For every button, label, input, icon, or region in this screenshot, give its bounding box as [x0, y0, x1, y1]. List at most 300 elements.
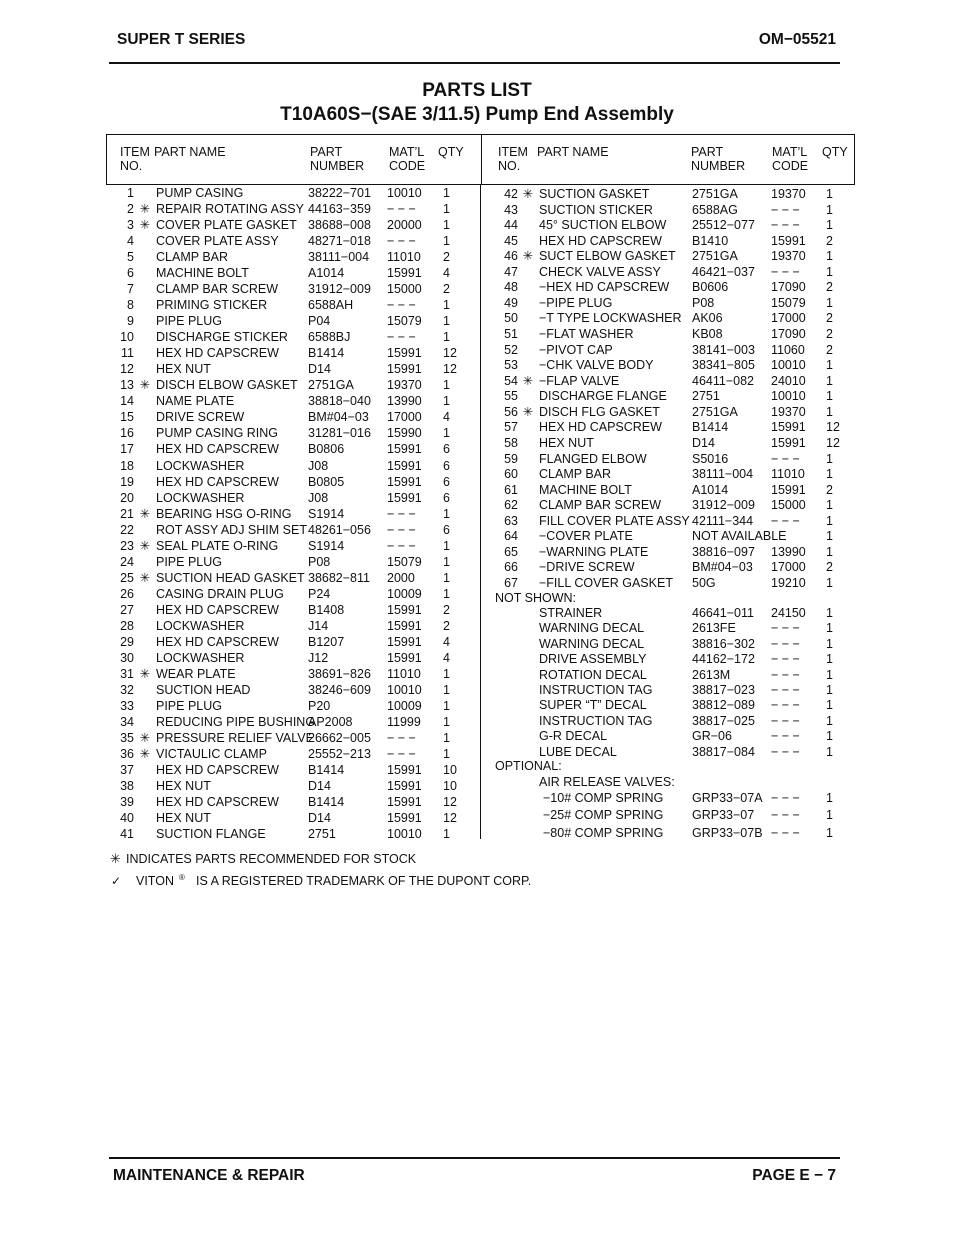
quantity: 1	[826, 744, 833, 759]
col-name-left: PART NAME	[154, 145, 226, 159]
part-name: CLAMP BAR	[156, 250, 229, 265]
part-name: BEARING HSG O-RING	[156, 506, 292, 521]
material-code: 10010	[387, 827, 422, 842]
part-name: HEX HD CAPSCREW	[156, 346, 279, 361]
quantity: 1	[826, 451, 833, 466]
part-number: 38682−811	[308, 570, 370, 585]
part-number: 2751GA	[692, 404, 738, 419]
quantity: 1	[826, 529, 833, 544]
part-number: 31281−016	[308, 426, 371, 441]
part-number: 2751	[308, 827, 336, 842]
part-name: HEX HD CAPSCREW	[156, 763, 279, 778]
part-number: P08	[692, 295, 715, 310]
item-number: 18	[120, 458, 134, 473]
material-code: 19370	[771, 249, 806, 264]
material-code: 15991	[387, 795, 422, 810]
material-code: 17000	[771, 311, 806, 326]
part-name: CLAMP BAR SCREW	[539, 498, 662, 513]
item-number: 19	[120, 474, 134, 489]
part-number: 38691−826	[308, 666, 371, 681]
part-name: HEX HD CAPSCREW	[156, 602, 279, 617]
item-number: 23	[120, 538, 134, 553]
part-name: CASING DRAIN PLUG	[156, 586, 284, 601]
material-code: 19370	[387, 378, 422, 393]
table-row	[0, 482, 954, 498]
material-code: 13990	[387, 394, 422, 409]
col-mat-left: MAT’L CODE	[389, 145, 426, 173]
item-number: 9	[127, 314, 134, 329]
material-code: 15079	[387, 314, 422, 329]
material-code: − − −	[771, 791, 800, 805]
table-row	[0, 435, 954, 451]
item-number: 44	[504, 218, 518, 233]
part-number: GRP33−07	[692, 808, 755, 823]
item-number: 67	[504, 576, 518, 590]
item-number: 12	[120, 362, 134, 377]
item-number: 64	[504, 529, 518, 544]
quantity: 1	[443, 394, 450, 409]
part-number: S1914	[308, 538, 345, 553]
material-code: − − −	[771, 808, 800, 823]
part-name: FLANGED ELBOW	[539, 451, 647, 466]
part-number: 38816−302	[692, 636, 755, 651]
quantity: 2	[826, 280, 833, 295]
item-number: 65	[504, 544, 518, 559]
part-number: 38688−008	[308, 218, 371, 233]
part-number: S1914	[308, 506, 345, 521]
item-number: 66	[504, 560, 518, 575]
quantity: 1	[443, 682, 450, 697]
table-row	[0, 697, 954, 713]
part-name: ROT ASSY ADJ SHIM SET	[156, 522, 307, 537]
table-row	[0, 233, 954, 249]
quantity: 1	[826, 389, 833, 404]
item-number: 25	[120, 570, 134, 585]
item-number: 60	[504, 467, 518, 482]
part-name: DISCH FLG GASKET	[539, 404, 660, 419]
material-code: 15991	[387, 490, 422, 505]
table-row	[0, 326, 954, 342]
item-number: 20	[120, 490, 134, 505]
part-number: 38817−023	[692, 683, 755, 697]
quantity: 1	[826, 683, 833, 697]
quantity: 1	[826, 698, 833, 713]
part-number: 2751GA	[692, 187, 738, 201]
stock-asterisk-icon: ✳	[522, 404, 534, 419]
table-row	[0, 575, 954, 591]
material-code: 15991	[387, 811, 422, 826]
quantity: 1	[826, 249, 833, 264]
material-code: − − −	[771, 202, 800, 217]
material-code: 15991	[387, 779, 422, 794]
material-code: − − −	[771, 513, 800, 528]
part-name: −FILL COVER GASKET	[539, 576, 673, 590]
item-number: 49	[504, 295, 518, 310]
material-code: − − −	[771, 683, 800, 697]
material-code: 15991	[387, 650, 422, 665]
quantity: 12	[443, 346, 457, 361]
material-code: − − −	[771, 652, 800, 667]
item-number: 1	[127, 186, 134, 200]
part-name: SUCTION HEAD	[156, 682, 251, 697]
part-name: 45° SUCTION ELBOW	[539, 218, 667, 233]
part-number: P08	[308, 554, 331, 569]
material-code: 15991	[387, 442, 422, 457]
part-number: B1414	[308, 346, 345, 361]
part-number: 2751	[692, 389, 720, 404]
material-code: 15991	[771, 420, 806, 435]
part-number: 2751GA	[308, 378, 354, 393]
item-number: 6	[127, 266, 134, 281]
part-number: B1207	[308, 634, 345, 649]
quantity: 2	[826, 482, 833, 497]
part-name: HEX HD CAPSCREW	[156, 634, 279, 649]
part-name: PIPE PLUG	[156, 554, 222, 569]
material-code: − − −	[771, 636, 800, 651]
material-code: − − −	[771, 218, 800, 233]
table-row	[0, 388, 954, 404]
material-code: 15991	[387, 362, 422, 377]
footer-section: MAINTENANCE & REPAIR	[113, 1167, 305, 1184]
part-name: SUCTION GASKET	[539, 187, 650, 201]
quantity: 12	[443, 811, 457, 826]
viton-word: VITON	[136, 874, 174, 888]
item-number: 50	[504, 311, 518, 326]
item-number: 21	[120, 506, 134, 521]
part-number: A1014	[308, 266, 345, 281]
quantity: 1	[826, 576, 833, 590]
part-number: 38341−805	[692, 358, 755, 373]
part-number: 6588AG	[692, 202, 738, 217]
part-name: CHECK VALVE ASSY	[539, 264, 661, 279]
quantity: 6	[443, 522, 450, 537]
part-name: NAME PLATE	[156, 394, 235, 409]
quantity: 1	[826, 404, 833, 419]
quantity: 2	[443, 250, 450, 265]
item-number: 28	[120, 618, 134, 633]
quantity: 4	[443, 650, 450, 665]
part-name: LUBE DECAL	[539, 744, 617, 759]
material-code: 20000	[387, 218, 422, 233]
part-name: SUCT ELBOW GASKET	[539, 249, 676, 264]
table-row	[0, 528, 954, 544]
item-number: 51	[504, 327, 518, 342]
quantity: 1	[443, 586, 450, 601]
part-name: −DRIVE SCREW	[539, 560, 635, 575]
quantity: 2	[826, 311, 833, 326]
stock-asterisk-icon: ✳	[522, 187, 534, 201]
part-number: J08	[308, 490, 329, 505]
stock-asterisk-icon: ✳	[139, 218, 151, 233]
material-code: − − −	[771, 264, 800, 279]
material-code: 15079	[387, 554, 422, 569]
item-number: 26	[120, 586, 134, 601]
stock-asterisk-icon: ✳	[139, 666, 151, 681]
material-code: 17090	[771, 327, 806, 342]
col-name-right: PART NAME	[537, 145, 609, 159]
part-name: VICTAULIC CLAMP	[156, 747, 267, 762]
stock-asterisk-icon: ✳	[139, 731, 151, 746]
table-row	[0, 728, 954, 744]
quantity: 1	[826, 358, 833, 373]
table-row	[0, 202, 954, 218]
item-number: 15	[120, 410, 134, 425]
table-row	[0, 342, 954, 358]
table-row	[0, 295, 954, 311]
table-row	[0, 636, 954, 652]
material-code: 10010	[387, 682, 422, 697]
part-number: S5016	[692, 451, 729, 466]
quantity: 1	[826, 202, 833, 217]
col-part-right: PART NUMBER	[691, 145, 746, 173]
quantity: 1	[826, 791, 833, 805]
part-number: NOT AVAILABLE	[692, 529, 787, 544]
part-name: LOCKWASHER	[156, 458, 245, 473]
quantity: 1	[826, 187, 833, 201]
part-number: D14	[308, 811, 331, 826]
material-code: 11060	[771, 342, 805, 357]
part-name: CLAMP BAR	[539, 467, 612, 482]
part-number: B1408	[308, 602, 345, 617]
quantity: 4	[443, 634, 450, 649]
item-number: 17	[120, 442, 134, 457]
part-name: HEX HD CAPSCREW	[156, 474, 279, 489]
part-name: PUMP CASING RING	[156, 426, 279, 441]
part-number: 44162−172	[692, 652, 755, 667]
part-number: P20	[308, 698, 331, 713]
quantity: 1	[443, 298, 450, 313]
item-number: 45	[504, 233, 518, 248]
table-row	[0, 620, 954, 636]
part-name: HEX NUT	[156, 779, 211, 794]
quantity: 1	[443, 666, 450, 681]
quantity: 10	[443, 779, 457, 794]
item-number: 37	[120, 763, 134, 778]
stock-asterisk-icon: ✳	[139, 506, 151, 521]
table-row	[0, 310, 954, 326]
table-row	[0, 279, 954, 295]
table-row	[0, 762, 954, 778]
item-number: 61	[504, 482, 518, 497]
material-code: 11010	[387, 666, 421, 681]
table-row	[0, 682, 954, 698]
part-name: −HEX HD CAPSCREW	[539, 280, 670, 295]
part-number: D14	[308, 362, 331, 377]
part-number: KB08	[692, 327, 723, 342]
material-code: 2000	[387, 570, 415, 585]
quantity: 6	[443, 474, 450, 489]
item-number: 58	[504, 435, 518, 450]
quantity: 2	[443, 618, 450, 633]
part-name: SUCTION FLANGE	[156, 827, 266, 842]
part-number: AK06	[692, 311, 723, 326]
material-code: 17000	[387, 410, 422, 425]
material-code: 11010	[771, 467, 805, 482]
quantity: 10	[443, 763, 457, 778]
part-name: −FLAT WASHER	[539, 327, 634, 342]
quantity: 1	[826, 667, 833, 682]
part-name: HEX NUT	[539, 435, 594, 450]
quantity: 4	[443, 266, 450, 281]
stock-asterisk-icon: ✳	[139, 202, 151, 217]
table-row	[0, 264, 954, 280]
part-name: INSTRUCTION TAG	[539, 713, 653, 728]
part-name: DISCHARGE FLANGE	[539, 389, 667, 404]
material-code: 19370	[771, 187, 806, 201]
part-number: 48261−056	[308, 522, 371, 537]
item-number: 56	[504, 404, 518, 419]
part-number: 38812−089	[692, 698, 755, 713]
item-number: 34	[120, 714, 134, 729]
part-name: HEX HD CAPSCREW	[539, 420, 662, 435]
material-code: − − −	[771, 713, 800, 728]
quantity: 6	[443, 490, 450, 505]
part-number: 2751GA	[692, 249, 738, 264]
part-name: SUPER “T” DECAL	[539, 698, 647, 713]
quantity: 1	[826, 636, 833, 651]
part-number: B1410	[692, 233, 729, 248]
quantity: 1	[826, 652, 833, 667]
optional-label: OPTIONAL:	[495, 759, 562, 773]
table-row	[0, 373, 954, 389]
stock-asterisk-icon: ✳	[139, 570, 151, 585]
table-row	[0, 497, 954, 513]
item-number: 63	[504, 513, 518, 528]
quantity: 1	[826, 295, 833, 310]
table-row	[0, 357, 954, 373]
part-name: DISCH ELBOW GASKET	[156, 378, 298, 393]
viton-note-text: IS A REGISTERED TRADEMARK OF THE DUPONT CORP.	[196, 874, 532, 888]
table-row	[0, 651, 954, 667]
table-row	[0, 667, 954, 683]
stock-asterisk-icon: ✳	[139, 378, 151, 393]
part-name: HEX NUT	[156, 362, 211, 377]
material-code: 15991	[771, 233, 806, 248]
item-number: 11	[121, 346, 134, 361]
quantity: 1	[826, 825, 833, 840]
stock-asterisk-icon: ✳	[139, 538, 151, 553]
part-name: REPAIR ROTATING ASSY	[156, 202, 304, 217]
quantity: 1	[443, 234, 450, 249]
col-part-left: PART NUMBER	[310, 145, 365, 173]
col-item-right: ITEM NO.	[498, 145, 528, 173]
part-number: B0606	[692, 280, 729, 295]
part-number: GRP33−07A	[692, 791, 763, 805]
part-number: 25552−213	[308, 747, 371, 762]
item-number: 42	[504, 187, 518, 201]
part-number: 6588AH	[308, 298, 354, 313]
page-title: PARTS LIST	[422, 80, 532, 101]
checkmark-icon: ✓	[111, 874, 122, 888]
quantity: 1	[443, 218, 450, 233]
material-code: 15079	[771, 295, 806, 310]
table-row	[0, 466, 954, 482]
quantity: 1	[443, 570, 450, 585]
material-code: − − −	[387, 731, 416, 746]
table-row	[0, 217, 954, 233]
material-code: 15991	[387, 346, 422, 361]
part-number: A1014	[692, 482, 729, 497]
part-number: AP2008	[308, 714, 353, 729]
part-name: LOCKWASHER	[156, 490, 245, 505]
part-name: HEX NUT	[156, 811, 211, 826]
part-number: 38111−004	[692, 467, 754, 482]
item-number: 41	[120, 827, 134, 842]
part-number: B0806	[308, 442, 345, 457]
material-code: − − −	[387, 538, 416, 553]
part-name: HEX HD CAPSCREW	[156, 442, 279, 457]
item-number: 54	[504, 373, 518, 388]
part-name: WEAR PLATE	[156, 666, 236, 681]
quantity: 1	[826, 544, 833, 559]
column-header-divider	[481, 134, 482, 185]
item-number: 53	[504, 358, 518, 373]
item-number: 40	[120, 811, 134, 826]
quantity: 1	[443, 330, 450, 345]
quantity: 1	[443, 747, 450, 762]
material-code: 10010	[771, 358, 806, 373]
part-name: G-R DECAL	[539, 729, 608, 744]
table-row	[0, 404, 954, 420]
material-code: 17090	[771, 280, 806, 295]
part-name: CLAMP BAR SCREW	[156, 282, 279, 297]
material-code: − − −	[771, 451, 800, 466]
part-name: −COVER PLATE	[539, 529, 633, 544]
material-code: − − −	[387, 298, 416, 313]
part-name: ROTATION DECAL	[539, 667, 647, 682]
item-number: 46	[504, 249, 518, 264]
table-row	[0, 559, 954, 575]
part-name: PRESSURE RELIEF VALVE	[156, 731, 314, 746]
part-name: SUCTION STICKER	[539, 202, 653, 217]
item-number: 7	[127, 282, 134, 297]
part-name: WARNING DECAL	[539, 636, 645, 651]
part-number: 38111−004	[308, 250, 370, 265]
column-header-box	[106, 134, 855, 185]
material-code: 10009	[387, 586, 422, 601]
material-code: 19370	[771, 404, 806, 419]
part-number: 31912−009	[692, 498, 755, 513]
part-name: DRIVE ASSEMBLY	[539, 652, 647, 667]
part-name: REDUCING PIPE BUSHING	[156, 714, 316, 729]
quantity: 1	[826, 498, 833, 513]
part-number: 31912−009	[308, 282, 371, 297]
table-row	[0, 544, 954, 560]
part-number: B1414	[308, 795, 345, 810]
quantity: 1	[443, 426, 450, 441]
part-name: LOCKWASHER	[156, 650, 245, 665]
material-code: 15991	[387, 266, 422, 281]
material-code: − − −	[771, 825, 800, 840]
material-code: − − −	[387, 522, 416, 537]
item-number: 62	[504, 498, 518, 513]
quantity: 1	[826, 621, 833, 636]
quantity: 12	[443, 795, 457, 810]
quantity: 1	[826, 513, 833, 528]
quantity: 1	[443, 698, 450, 713]
quantity: 1	[443, 554, 450, 569]
part-number: B0805	[308, 474, 345, 489]
quantity: 2	[443, 602, 450, 617]
material-code: 10010	[387, 186, 422, 200]
material-code: 15991	[771, 435, 806, 450]
material-code: 15991	[387, 474, 422, 489]
item-number: 31	[120, 666, 134, 681]
quantity: 1	[826, 373, 833, 388]
material-code: 15991	[387, 763, 422, 778]
item-number: 5	[127, 250, 134, 265]
material-code: 15991	[387, 458, 422, 473]
